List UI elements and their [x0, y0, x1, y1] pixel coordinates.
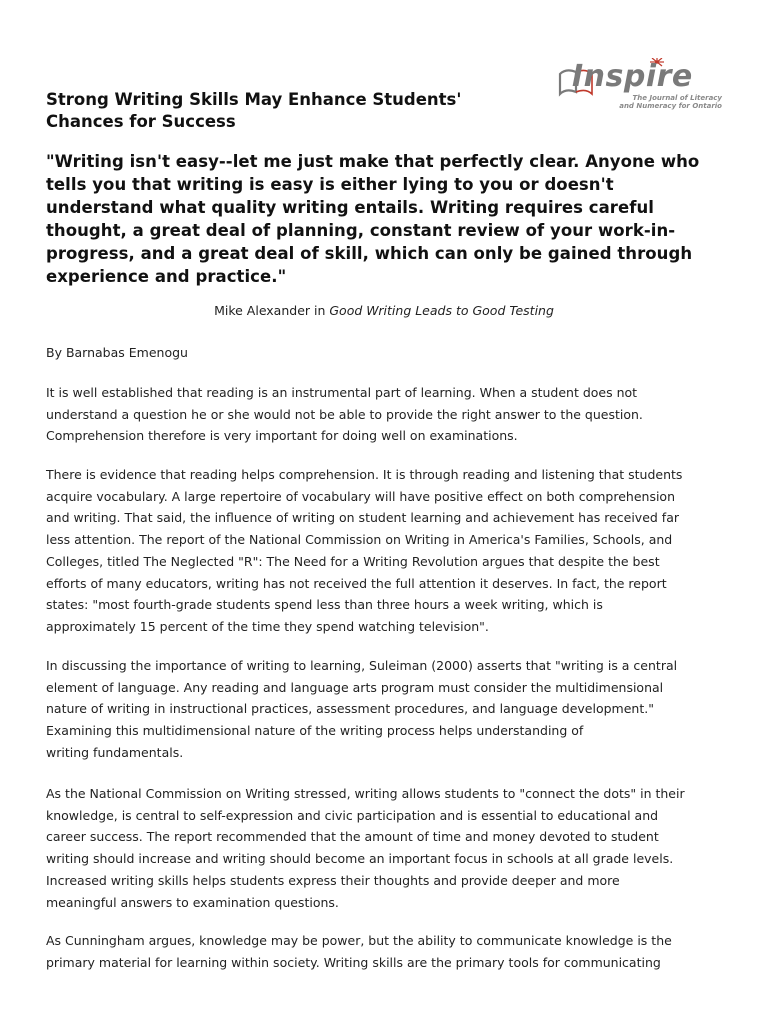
attribution-source: Good Writing Leads to Good Testing [329, 303, 554, 318]
paragraph-line: Increased writing skills helps students express their thoughts and provide deeper and more [46, 872, 620, 888]
paragraph-line: primary material for learning within society. Writing skills are the primary tools for communicating [46, 954, 661, 970]
article-title [46, 89, 546, 133]
logo-tagline-line: and Numeracy for Ontario [619, 102, 722, 110]
body-paragraph [46, 655, 728, 764]
paragraph-line: Comprehension therefore is very important for doing well on examinations. [46, 428, 518, 444]
byline: By Barnabas Emenogu [46, 345, 188, 360]
paragraph-line: nature of writing in instructional practices, assessment procedures, and language development." [46, 701, 654, 717]
paragraph-line: There is evidence that reading helps comprehension. It is through reading and listening that students [46, 467, 683, 482]
paragraph-line: element of language. Any reading and language arts program must consider the multidimensional [46, 679, 664, 695]
paragraph-line: As Cunningham argues, knowledge may be power, but the ability to communicate knowledge is the [46, 933, 672, 948]
paragraph-line: It is well established that reading is an instrumental part of learning. When a student does not [46, 385, 638, 400]
logo-tagline-line: The Journal of Literacy [632, 94, 722, 102]
paragraph-line: writing should increase and writing should become an important focus in schools at all grade levels. [46, 851, 674, 867]
body-paragraph [46, 382, 728, 447]
paragraph-line: knowledge, is central to self-expression and civic participation and is essential to educational and [46, 807, 659, 823]
body-paragraph [46, 783, 728, 913]
paragraph-line: career success. The report recommended that the amount of time and money devoted to student [46, 829, 659, 845]
quote-line: understand what quality writing entails. Writing requires careful [46, 198, 654, 217]
body-paragraph [46, 930, 728, 973]
quote-line: experience and practice." [46, 267, 287, 286]
paragraph-line: acquire vocabulary. A large repertoire of vocabulary will have positive effect on both comprehension [46, 488, 676, 504]
logo-tagline [618, 94, 722, 110]
pull-quote [46, 150, 726, 288]
logo-wordmark: Inspire [572, 59, 693, 94]
quote-line: thought, a great deal of planning, constant review of your work-in- [46, 221, 676, 240]
quote-line: tells you that writing is easy is either lying to you or doesn't [46, 175, 614, 194]
paragraph-line: efforts of many educators, writing has not received the full attention it deserves. In fact, the report [46, 575, 667, 591]
paragraph-line: meaningful answers to examination questions. [46, 894, 339, 910]
paragraph-line: In discussing the importance of writing to learning, Suleiman (2000) asserts that "writing is a central [46, 658, 678, 673]
attribution-prefix: Mike Alexander in [214, 303, 330, 318]
paragraph-line: approximately 15 percent of the time they spend watching television". [46, 618, 489, 634]
paragraph-line: writing fundamentals. [46, 744, 184, 760]
body-paragraph [46, 464, 728, 638]
paragraph-line: and writing. That said, the influence of writing on student learning and achievement has received far [46, 510, 679, 526]
quote-line: "Writing isn't easy--let me just make that perfectly clear. Anyone who [46, 152, 700, 171]
paragraph-line: Colleges, titled The Neglected "R": The Need for a Writing Revolution argues that despite the best [46, 553, 660, 569]
paragraph-line: understand a question he or she would not be able to provide the right answer to the question. [46, 406, 643, 422]
paragraph-line: As the National Commission on Writing stressed, writing allows students to "connect the dots" in their [46, 786, 685, 801]
paragraph-line: states: "most fourth-grade students spend less than three hours a week writing, which is [46, 597, 603, 613]
title-line: Strong Writing Skills May Enhance Students' [46, 90, 462, 109]
paragraph-line: less attention. The report of the National Commission on Writing in America's Families, Schools, and [46, 532, 673, 548]
paragraph-line: Examining this multidimensional nature of the writing process helps understanding of [46, 723, 584, 739]
quote-attribution [46, 302, 722, 320]
inspire-logo [556, 58, 726, 120]
quote-line: progress, and a great deal of skill, which can only be gained through [46, 244, 693, 263]
title-line: Chances for Success [46, 112, 236, 131]
